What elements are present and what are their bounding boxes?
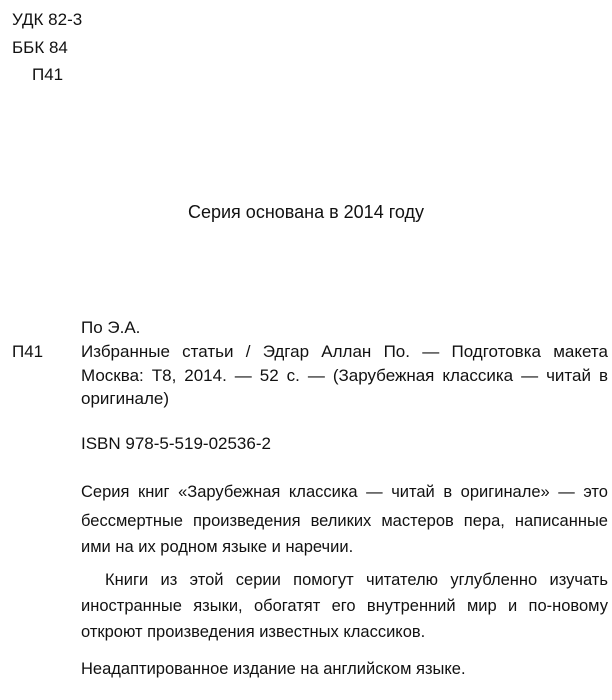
bbk-code: ББК 84 [12, 38, 68, 57]
catalog-description-line [81, 366, 608, 386]
word: читай [391, 483, 435, 501]
catalog-description-line [81, 342, 608, 362]
word: классика [442, 366, 514, 385]
isbn: ISBN 978-5-519-02536-2 [81, 434, 271, 453]
word: Эдгар [262, 342, 310, 361]
word: пера, [463, 512, 505, 530]
word: — [521, 366, 539, 385]
word: серии [235, 571, 281, 589]
word: написанные [514, 512, 608, 530]
word: 2014. [184, 366, 227, 385]
word: из [160, 571, 178, 589]
word: его [331, 597, 356, 615]
annotation-line: ими на их родном языке и наречии. [81, 538, 354, 556]
word: и [508, 597, 518, 615]
word: по-новому [528, 597, 608, 615]
word: внутренний [366, 597, 456, 615]
word: изучать [549, 571, 608, 589]
udk-code: УДК 82-3 [12, 10, 83, 29]
word: читай [546, 366, 591, 385]
word: — [234, 366, 252, 385]
word: оригинале» [460, 483, 550, 501]
word: — [422, 342, 440, 361]
word: читателю [365, 571, 438, 589]
word: мир [466, 597, 497, 615]
word: помогут [293, 571, 354, 589]
word: бессмертные [81, 512, 183, 530]
catalog-author: По Э.А. [81, 318, 141, 337]
word: обогатят [253, 597, 321, 615]
word: макета [553, 342, 608, 361]
word: языки, [193, 597, 243, 615]
word: Москва: [81, 366, 144, 385]
series-note: Серия основана в 2014 году [187, 202, 424, 222]
word: — [366, 483, 383, 501]
word: Книги [105, 571, 149, 589]
word: — [307, 366, 325, 385]
word: этой [189, 571, 224, 589]
word: Серия [81, 483, 130, 501]
annotation-line: откроют произведения известных классиков. [81, 623, 426, 641]
word: / [245, 342, 251, 361]
word: книг [137, 483, 170, 501]
word: в [598, 366, 608, 385]
word: — [558, 483, 575, 501]
word: Подготовка [451, 342, 541, 361]
word: произведения [193, 512, 301, 530]
word: (Зарубежная [332, 366, 435, 385]
word: иностранные [81, 597, 182, 615]
word: статьи [182, 342, 234, 361]
annotation-line [105, 571, 608, 590]
word: с. [286, 366, 300, 385]
annotation-line [81, 597, 608, 616]
annotation-line [81, 483, 608, 502]
annotation-line [81, 512, 608, 531]
word: Избранные [81, 342, 170, 361]
word: великих [310, 512, 372, 530]
word: «Зарубежная [178, 483, 281, 501]
annotation-line: Неадаптированное издание на английском языке. [81, 660, 466, 678]
word: классика [288, 483, 358, 501]
word: Аллан [321, 342, 372, 361]
word: мастеров [381, 512, 454, 530]
catalog-author-mark: П41 [12, 342, 44, 361]
author-mark: П41 [32, 65, 64, 84]
word: углубленно [450, 571, 538, 589]
word: 52 [259, 366, 279, 385]
word: По. [383, 342, 410, 361]
word: это [583, 483, 608, 501]
word: в [443, 483, 453, 501]
word: Т8, [151, 366, 177, 385]
catalog-description-line: оригинале) [81, 389, 169, 408]
